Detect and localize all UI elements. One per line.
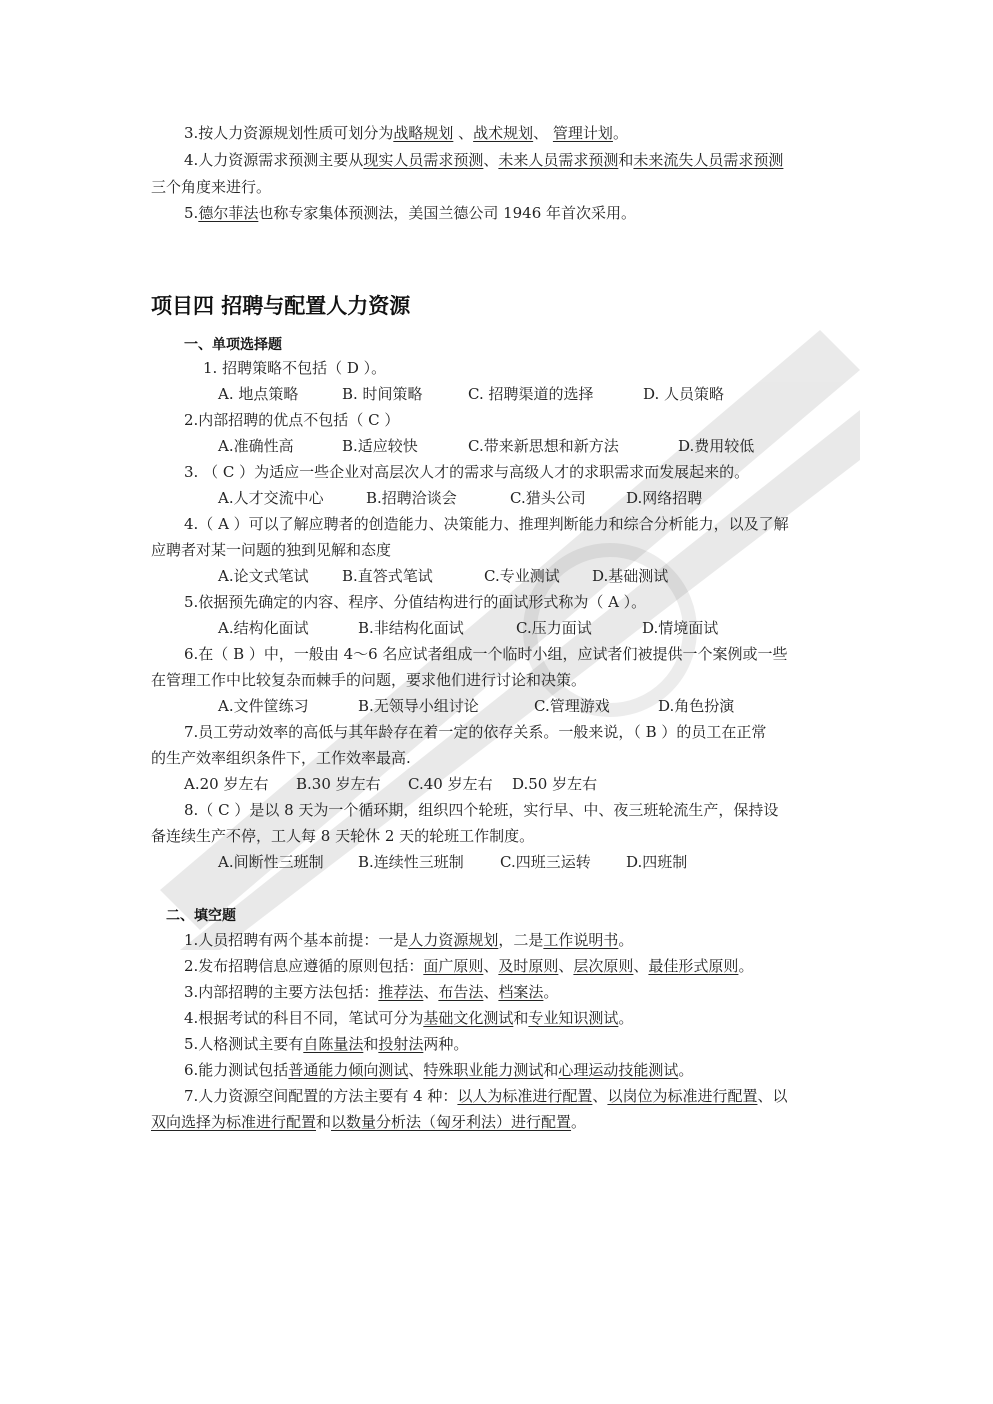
mc-5-option-a: A.结构化面试 bbox=[218, 619, 309, 637]
top-item-4: 4.人力资源需求预测主要从现实人员需求预测、未来人员需求预测和未来流失人员需求预测 bbox=[184, 151, 784, 169]
section-title: 项目四 招聘与配置人力资源 bbox=[151, 294, 411, 318]
mc-5-option-b: B.非结构化面试 bbox=[358, 619, 464, 637]
mc-3-option-d: D.网络招聘 bbox=[626, 489, 703, 507]
fill-item-3: 3.内部招聘的主要方法包括：推荐法、布告法、档案法。 bbox=[184, 983, 559, 1001]
mc-8-option-b: B.连续性三班制 bbox=[358, 853, 464, 871]
mc-question-3: 3. （ C ）为适应一些企业对高层次人才的需求与高级人才的求职需求而发展起来的。 bbox=[184, 463, 750, 481]
mc-6-option-a: A.文件筐练习 bbox=[218, 697, 309, 715]
mc-7-option-a: A.20 岁左右 bbox=[184, 775, 269, 793]
fill-item-2: 2.发布招聘信息应遵循的原则包括：面广原则、及时原则、层次原则、最佳形式原则。 bbox=[184, 957, 754, 975]
top-item-5: 5.德尔菲法也称专家集体预测法，美国兰德公司 1946 年首次采用。 bbox=[184, 204, 637, 222]
mc-6-option-c: C.管理游戏 bbox=[534, 697, 610, 715]
mc-8-option-c: C.四班三运转 bbox=[500, 853, 591, 871]
mc-question-2: 2.内部招聘的优点不包括（ C ） bbox=[184, 411, 400, 429]
fill-item-5: 5.人格测试主要有自陈量法和投射法两种。 bbox=[184, 1035, 469, 1053]
mc-1-option-c: C. 招聘渠道的选择 bbox=[468, 385, 594, 403]
mc-5-option-c: C.压力面试 bbox=[516, 619, 592, 637]
mc-question-4: 4.（ A ）可以了解应聘者的创造能力、决策能力、推理判断能力和综合分析能力，以及了解 bbox=[184, 515, 789, 533]
mc-question-8: 8.（ C ）是以 8 天为一个循环期，组织四个轮班，实行早、中、夜三班轮流生产，保持设 bbox=[184, 801, 779, 819]
mc-2-option-c: C.带来新思想和新方法 bbox=[468, 437, 619, 455]
mc-2-option-a: A.准确性高 bbox=[218, 437, 294, 455]
mc-1-option-d: D. 人员策略 bbox=[643, 385, 725, 403]
mc-1-option-b: B. 时间策略 bbox=[342, 385, 423, 403]
mc-question-1: 1. 招聘策略不包括（ D ）。 bbox=[203, 359, 387, 377]
mc-4-option-c: C.专业测试 bbox=[484, 567, 560, 585]
mc-2-option-d: D.费用较低 bbox=[678, 437, 755, 455]
mc-question-6: 6.在（ B ）中，一般由 4～6 名应试者组成一个临时小组，应试者们被提供一个案例或一些 bbox=[184, 645, 788, 663]
fill-item-7: 7.人力资源空间配置的方法主要有 4 种：以人为标准进行配置、以岗位为标准进行配置、以 bbox=[184, 1087, 788, 1105]
mc-4-option-d: D.基础测试 bbox=[592, 567, 669, 585]
mc-title: 一、单项选择题 bbox=[184, 337, 282, 353]
mc-question-4-cont: 应聘者对某一问题的独到见解和态度 bbox=[151, 541, 392, 559]
fill-item-1: 1.人员招聘有两个基本前提：一是人力资源规划，二是工作说明书。 bbox=[184, 931, 634, 949]
fill-title: 二、填空题 bbox=[166, 908, 236, 924]
mc-7-option-d: D.50 岁左右 bbox=[512, 775, 598, 793]
mc-3-option-b: B.招聘洽谈会 bbox=[366, 489, 457, 507]
mc-6-option-d: D.角色扮演 bbox=[658, 697, 735, 715]
mc-6-option-b: B.无领导小组讨论 bbox=[358, 697, 479, 715]
mc-2-option-b: B.适应较快 bbox=[342, 437, 418, 455]
top-item-3: 3.按人力资源规划性质可划分为战略规划 、战术规划、 管理计划。 bbox=[184, 124, 628, 142]
fill-item-7-cont: 双向选择为标准进行配置和以数量分析法（匈牙利法）进行配置。 bbox=[151, 1113, 587, 1131]
mc-question-5: 5.依据预先确定的内容、程序、分值结构进行的面试形式称为（ A ）。 bbox=[184, 593, 647, 611]
mc-8-option-a: A.间断性三班制 bbox=[218, 853, 324, 871]
mc-8-option-d: D.四班制 bbox=[626, 853, 688, 871]
mc-1-option-a: A. 地点策略 bbox=[218, 385, 299, 403]
fill-item-6: 6.能力测试包括普通能力倾向测试、特殊职业能力测试和心理运动技能测试。 bbox=[184, 1061, 694, 1079]
top-item-4-cont: 三个角度来进行。 bbox=[151, 178, 272, 196]
mc-7-option-b: B.30 岁左右 bbox=[296, 775, 381, 793]
mc-7-option-c: C.40 岁左右 bbox=[408, 775, 493, 793]
mc-4-option-b: B.直答式笔试 bbox=[342, 567, 433, 585]
mc-question-6-cont: 在管理工作中比较复杂而棘手的问题，要求他们进行讨论和决策。 bbox=[151, 671, 587, 689]
mc-3-option-c: C.猎头公司 bbox=[510, 489, 586, 507]
mc-3-option-a: A.人才交流中心 bbox=[218, 489, 324, 507]
mc-5-option-d: D.情境面试 bbox=[642, 619, 719, 637]
fill-item-4: 4.根据考试的科目不同，笔试可分为基础文化测试和专业知识测试。 bbox=[184, 1009, 634, 1027]
mc-question-7: 7.员工劳动效率的高低与其年龄存在着一定的依存关系。一般来说，（ B ）的员工在正常 bbox=[184, 723, 767, 741]
mc-question-7-cont: 的生产效率组织条件下，工作效率最高. bbox=[151, 749, 411, 767]
mc-question-8-cont: 备连续生产不停，工人每 8 天轮休 2 天的轮班工作制度。 bbox=[151, 827, 535, 845]
mc-4-option-a: A.论文式笔试 bbox=[218, 567, 309, 585]
